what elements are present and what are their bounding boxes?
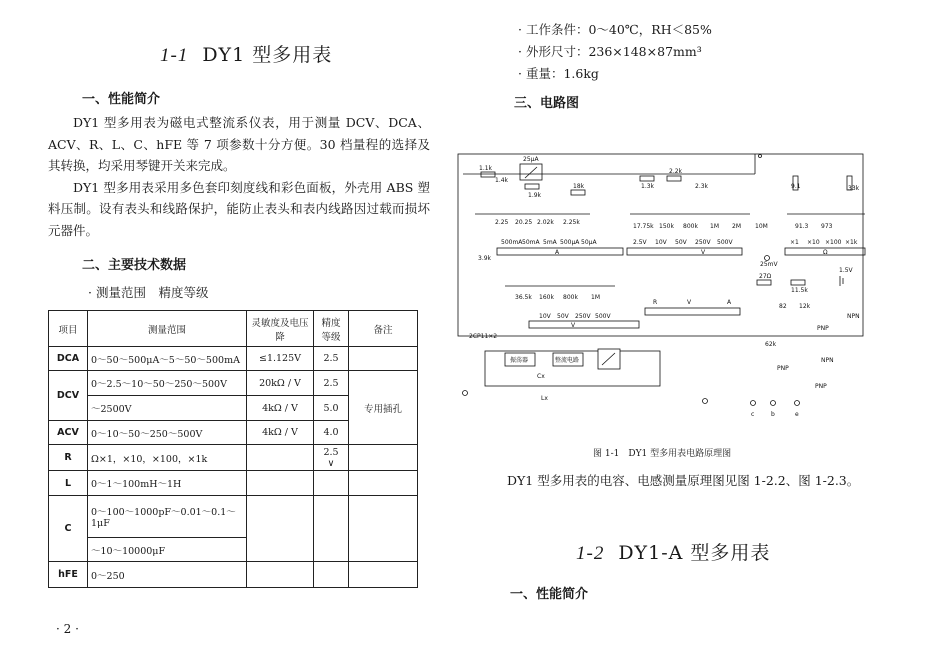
cell-sens [247, 445, 314, 471]
label-meter: 25μA [523, 156, 539, 163]
table-row [49, 562, 418, 588]
label-ind: Lx [541, 395, 548, 402]
section-heading-performance-2: 一、性能简介 [510, 587, 589, 602]
label-r1: 1.1k [479, 165, 493, 172]
terminal-icon [703, 399, 708, 404]
label-r10: 3.9k [478, 255, 492, 262]
cell-item: C [49, 496, 88, 562]
cell-note [349, 562, 418, 588]
dca-key: 500μA [560, 239, 580, 246]
label-r12: 27Ω [759, 273, 772, 280]
cell-range: 0～2.5～10～50～250～500V [88, 371, 247, 396]
cell-note [349, 496, 418, 562]
key-bar-v [627, 248, 742, 255]
chapter-number: 1-1 [160, 45, 189, 66]
label-r15: 12k [799, 303, 811, 310]
label-osc: 振荡器 [510, 357, 529, 364]
paragraph-3-text: DY1 型多用表的电容、电感测量原理图见图 1-2.2、图 1-2.3。 [507, 473, 860, 488]
meter-needle [525, 167, 537, 178]
paragraph-1: DY1 型多用表为磁电式整流系仪表，用于测量 DCV、DCA、ACV、R、L、C、hFE 等 7 项参数十分方便。30 档量程的选择及其转换，均采用琴键开关来完成。 [48, 115, 430, 173]
ohm-keys [790, 239, 858, 246]
dcv-res: 17.75k [633, 223, 654, 230]
dcv-key: 500V [717, 239, 733, 246]
acv-resistor-labels [515, 294, 600, 301]
acv-res: 36.5k [515, 294, 532, 301]
cell-range: ～10～10000μF [88, 538, 247, 562]
figure-caption: 图 1-1 DY1 型多用表电路原理图 [593, 449, 732, 459]
terminal-e-icon [795, 401, 800, 406]
label-r13: 11.5k [791, 287, 808, 294]
resistor [481, 172, 495, 177]
table-row [49, 445, 418, 471]
dca-resistor-labels [495, 219, 580, 226]
label-r3: 1.9k [528, 192, 542, 199]
spec-table [48, 310, 418, 588]
label-r16: 62k [765, 341, 777, 348]
cell-note [349, 445, 418, 471]
label-r6: 2.2k [669, 168, 683, 175]
label-pnp: PNP [817, 325, 829, 332]
label-r2: 1.4k [495, 177, 509, 184]
label-npn: NPN [847, 313, 860, 320]
acv-key: 500V [595, 313, 611, 320]
cell-acc [314, 471, 349, 496]
cell-acc: 2.5 [314, 371, 349, 396]
cell-item: DCA [49, 347, 88, 371]
dcv-resistor-labels [633, 223, 741, 230]
label-c: c [751, 411, 755, 418]
label-r14: 82 [779, 303, 787, 310]
label-r7: 2.3k [695, 183, 709, 190]
dca-key: 50μA [581, 239, 597, 246]
th-range: 测量范围 [88, 311, 247, 347]
key-bar-acv [529, 321, 639, 328]
bar-label: V [701, 249, 706, 256]
acc-value: 2.5 [323, 446, 339, 458]
label-r4: 18k [573, 183, 585, 190]
mode-switch-bar [645, 308, 740, 315]
spec-dimensions: · 外形尺寸：236×148×87mm³ [518, 44, 702, 59]
cell-acc: 2.5 [314, 347, 349, 371]
cell-sens: ≤1.125V [247, 347, 314, 371]
switch-label-a: A [727, 299, 732, 306]
label-r9: 33k [848, 185, 860, 192]
resistor [571, 190, 585, 195]
section-heading-circuit: 三、电路图 [514, 96, 580, 111]
th-acc: 精度等级 [314, 311, 349, 347]
cell-acc: 4.0 [314, 421, 349, 445]
th-item: 项目 [49, 311, 88, 347]
cell-sens: 4kΩ / V [247, 421, 314, 445]
dca-res: 2.25k [563, 219, 580, 226]
page-number: · 2 · [56, 622, 79, 636]
dca-key: 500mA [501, 239, 523, 246]
resistor [640, 176, 654, 181]
acv-key: 250V [575, 313, 591, 320]
dca-keys [501, 239, 597, 246]
dca-res: 20.25 [515, 219, 533, 226]
chapter-title-1-1 [160, 40, 332, 67]
resistor [525, 184, 539, 189]
cell-sens: 4kΩ / V [247, 396, 314, 421]
dcv-key: 50V [675, 239, 687, 246]
dcv-res: 150k [659, 223, 674, 230]
dca-res: 2.25 [495, 219, 509, 226]
chapter-name: DY1-A 型多用表 [618, 542, 771, 564]
th-note: 备注 [349, 311, 418, 347]
bar-label: Ω [823, 249, 828, 256]
cell-item: R [49, 445, 88, 471]
resistor [757, 280, 771, 285]
acv-key: 50V [557, 313, 569, 320]
dcv-res: 1M [710, 223, 719, 230]
cell-note [349, 471, 418, 496]
cell-item: L [49, 471, 88, 496]
label-diode: 2CP11×2 [469, 333, 498, 340]
terminal-b-icon [771, 401, 776, 406]
acv-res: 1M [591, 294, 600, 301]
acv-key: 10V [539, 313, 551, 320]
chapter-number: 1-2 [576, 543, 605, 564]
ohm-res: 973 [821, 223, 833, 230]
terminal-icon [463, 391, 468, 396]
label-npn: NPN [821, 357, 834, 364]
hfe-label: hFE [58, 569, 78, 580]
paragraph-2: DY1 型多用表采用多色套印刻度线和彩色面板，外壳用 ABS 塑料压制。设有表头和线路保护，能防止表头和表内线路因过载而损坏元器件。 [48, 179, 430, 238]
label-e: e [795, 411, 799, 418]
cell-note [349, 347, 418, 371]
dcv-key: 10V [655, 239, 667, 246]
label-cap: Cx [537, 373, 545, 380]
ohm-resistor-labels [795, 223, 833, 230]
resistor [791, 280, 805, 285]
paragraph-3 [482, 470, 872, 492]
label-25mv: 25mV [760, 261, 778, 268]
table-row [49, 496, 418, 538]
table-row [49, 347, 418, 371]
dca-key: 50mA [522, 239, 540, 246]
dcv-keys [633, 239, 733, 246]
cell-range: 0～10～50～250～500V [88, 421, 247, 445]
label-r8: 9.1 [791, 183, 801, 190]
dcv-key: 250V [695, 239, 711, 246]
switch-label-v: V [687, 299, 692, 306]
label-r11: 10M [755, 223, 768, 230]
label-det: 整流电路 [555, 357, 580, 364]
section-heading-performance: 一、性能简介 [82, 92, 161, 107]
down-arrow-icon: ∨ [327, 457, 335, 469]
range-accuracy-heading: · 测量范围 精度等级 [88, 285, 209, 300]
label-pnp: PNP [815, 383, 827, 390]
cell-item: ACV [49, 421, 88, 445]
cell-note: 专用插孔 [349, 371, 418, 445]
label-batt: 1.5V [839, 267, 853, 274]
acv-keys [539, 313, 611, 320]
cell-range: 0～1～100mH～1H [88, 471, 247, 496]
cell-item [49, 562, 88, 588]
intro-paragraph [48, 112, 430, 241]
cell-acc [314, 562, 349, 588]
cell-sens [247, 562, 314, 588]
cell-acc [314, 496, 349, 562]
ohm-key: ×1 [790, 239, 799, 246]
bar-label: V [571, 322, 576, 329]
cell-range: 0～100～1000pF～0.01～0.1～1μF [88, 496, 247, 538]
cell-range: 0～250 [88, 562, 247, 588]
table-row [49, 371, 418, 396]
label-r5: 1.3k [641, 183, 655, 190]
label-pnp: PNP [777, 365, 789, 372]
dcv-res: 2M [732, 223, 741, 230]
ohm-key: ×100 [825, 239, 842, 246]
spec-weight: · 重量：1.6kg [518, 66, 599, 81]
cell-item: DCV [49, 371, 88, 421]
switch-label-r: R [653, 299, 658, 306]
terminal-icon [765, 256, 770, 261]
dcv-res: 800k [683, 223, 698, 230]
label-b: b [771, 411, 775, 418]
cell-range: Ω×1，×10，×100，×1k [88, 445, 247, 471]
dca-res: 2.02k [537, 219, 554, 226]
ohm-key: ×1k [845, 239, 858, 246]
cell-range: 0～50～500μA～5～50～500mA [88, 347, 247, 371]
cell-sens [247, 496, 314, 562]
spec-working-conditions: · 工作条件：0～40℃，RH＜85% [518, 22, 712, 37]
switch-contact [759, 155, 762, 158]
ohm-res: 91.3 [795, 223, 809, 230]
key-bar-a [497, 248, 623, 255]
bar-label: A [555, 249, 560, 256]
cell-range: ～2500V [88, 396, 247, 421]
section-heading-specs: 二、主要技术数据 [82, 258, 187, 273]
dca-key: 5mA [543, 239, 557, 246]
acv-res: 160k [539, 294, 554, 301]
cell-acc: 5.0 [314, 396, 349, 421]
resistor [667, 176, 681, 181]
cell-acc [314, 445, 349, 471]
th-sens: 灵敏度及电压降 [247, 311, 314, 347]
chapter-name: DY1 型多用表 [202, 44, 333, 66]
circuit-diagram [455, 148, 870, 423]
cell-sens [247, 471, 314, 496]
chapter-title-1-2 [576, 538, 770, 565]
acv-res: 800k [563, 294, 578, 301]
cell-sens: 20kΩ / V [247, 371, 314, 396]
ohm-key: ×10 [807, 239, 820, 246]
dcv-key: 2.5V [633, 239, 647, 246]
terminal-c-icon [751, 401, 756, 406]
table-row [49, 471, 418, 496]
